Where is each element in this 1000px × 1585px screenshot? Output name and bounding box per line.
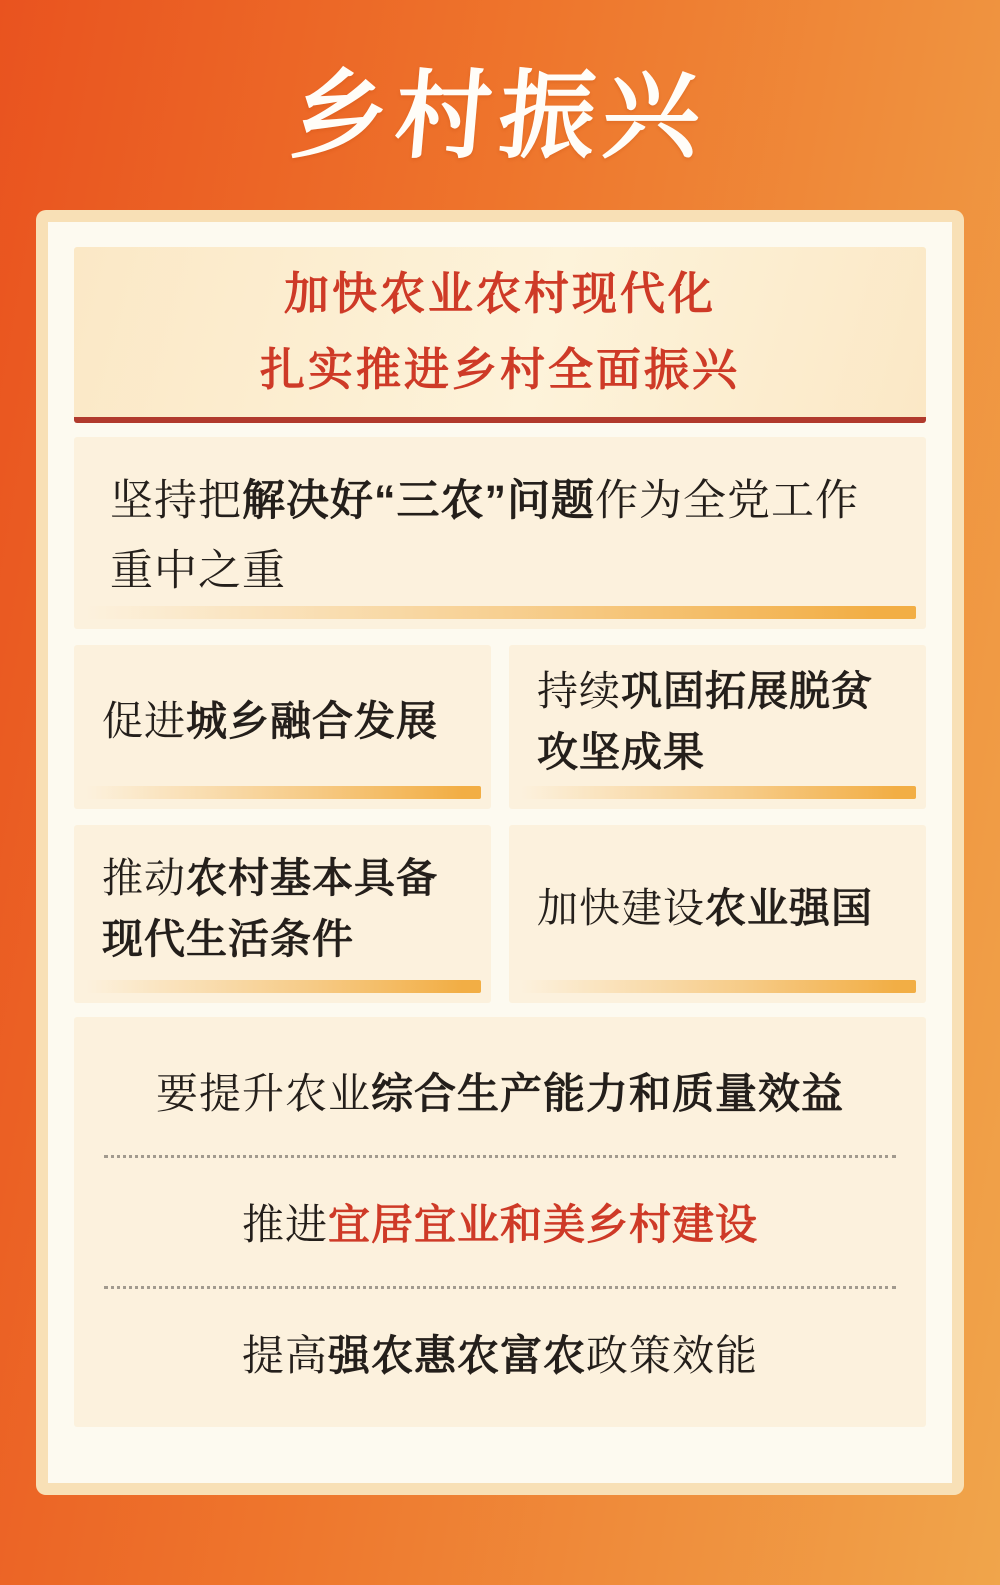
grid-row-1 xyxy=(74,645,926,809)
poster-title-text: 乡村振兴 xyxy=(286,63,712,170)
highlight-bar xyxy=(521,786,916,799)
highlight-bar xyxy=(86,606,916,619)
card-text: 持续巩固拓展脱贫攻坚成果 xyxy=(537,667,873,775)
highlight-bar xyxy=(521,980,916,993)
poster-title xyxy=(0,0,1000,170)
card-text: 加快建设农业强国 xyxy=(537,885,873,932)
main-panel xyxy=(36,210,964,1495)
card-poverty-alleviation xyxy=(509,645,926,809)
bottom-row-text: 推进宜居宜业和美乡村建设 xyxy=(241,1201,759,1248)
bottom-row-text: 要提升农业综合生产能力和质量效益 xyxy=(155,1070,845,1117)
bottom-row-livable-villages xyxy=(74,1158,926,1286)
lead-text: 坚持把解决好“三农”问题作为全党工作重中之重 xyxy=(110,477,859,595)
highlight-bar xyxy=(86,980,481,993)
header-card xyxy=(74,247,926,423)
bottom-row-production-capacity xyxy=(74,1027,926,1155)
bottom-row-text: 提高强农惠农富农政策效能 xyxy=(241,1332,759,1379)
highlight-bar xyxy=(86,786,481,799)
lead-card xyxy=(74,437,926,629)
card-text: 促进城乡融合发展 xyxy=(102,698,438,745)
card-agricultural-power xyxy=(509,825,926,1003)
bottom-card xyxy=(74,1017,926,1427)
card-modern-living-conditions xyxy=(74,825,491,1003)
header-line-2: 扎实推进乡村全面振兴 xyxy=(259,344,740,395)
card-urban-rural-integration xyxy=(74,645,491,809)
card-text: 推动农村基本具备现代生活条件 xyxy=(102,854,438,962)
header-line-1: 加快农业农村现代化 xyxy=(283,267,716,319)
bottom-row-policy-effectiveness xyxy=(74,1289,926,1417)
grid-row-2 xyxy=(74,825,926,1003)
